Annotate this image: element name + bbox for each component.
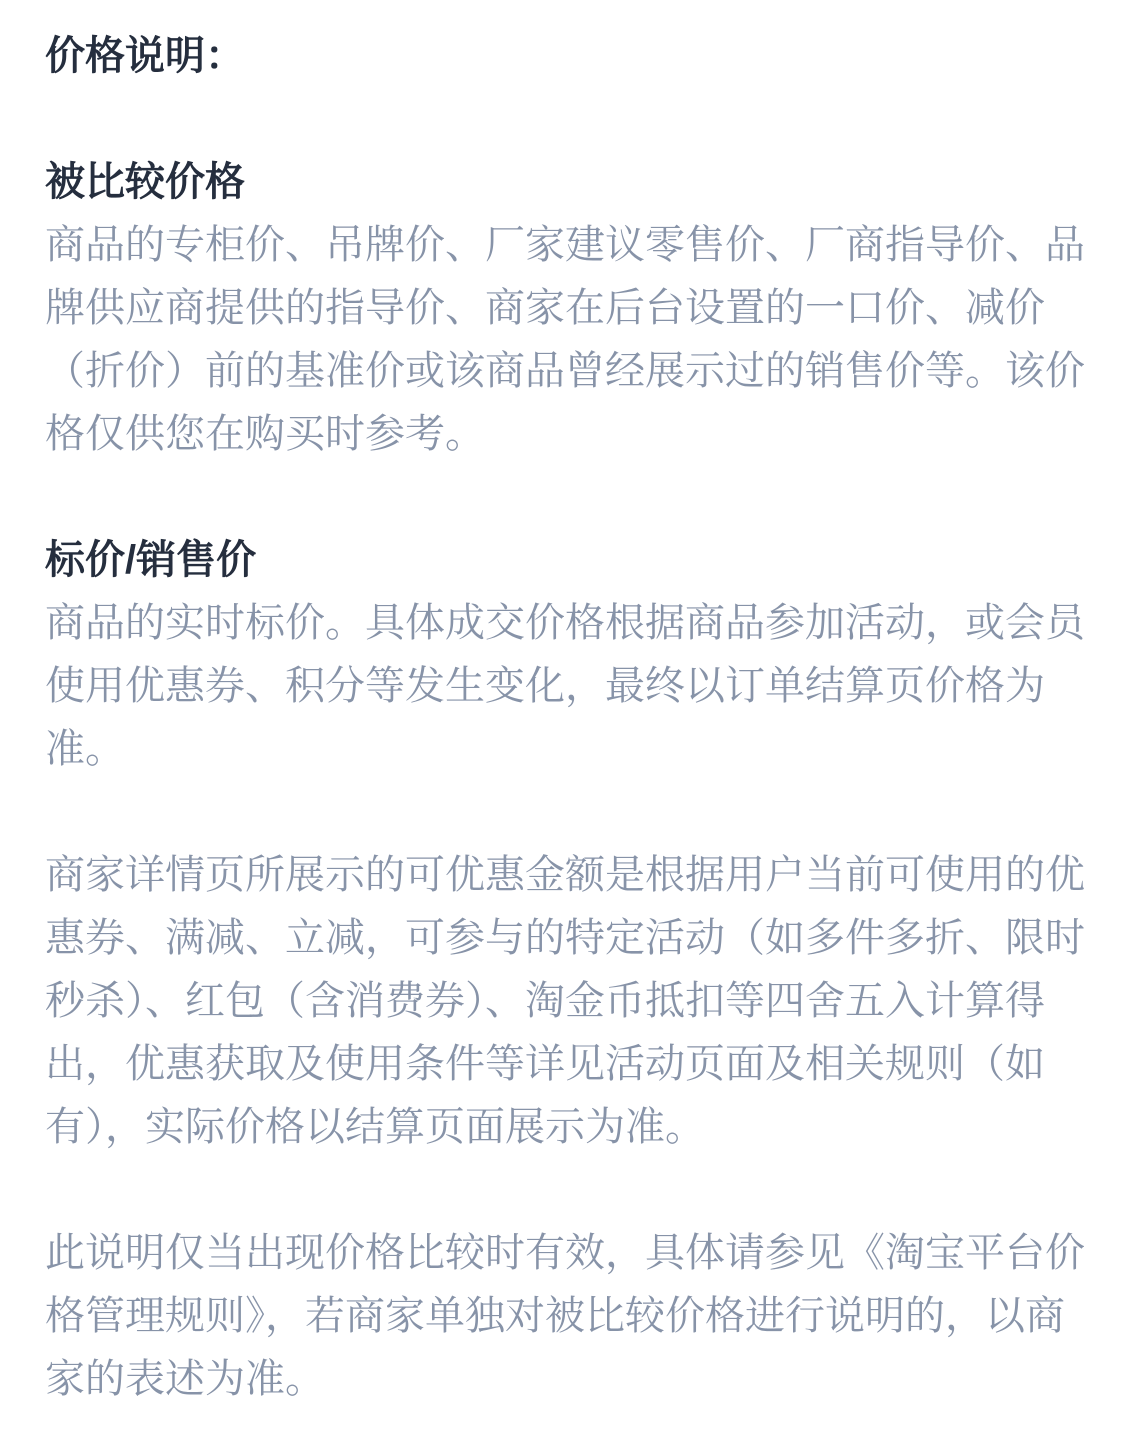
blank-line [45, 466, 1085, 529]
compared-price-heading: 被比较价格 [45, 160, 245, 204]
section-compared-price [45, 151, 1085, 466]
section-validity-note [45, 1222, 1085, 1411]
blank-line [45, 1159, 1085, 1222]
discount-calculation-body: 商家详情页所展示的可优惠金额是根据用户当前可使用的优惠券、满减、立减，可参与的特定活动（如多件多折、限时秒杀）、红包（含消费券）、淘金币抵扣等四舍五入计算得出，优惠获取及使用条件等详见活动页面及相关规则（如有），实际价格以结算页面展示为准。 [45, 853, 1085, 1149]
blank-line [45, 781, 1085, 844]
validity-note-body: 此说明仅当出现价格比较时有效，具体请参见《淘宝平台价格管理规则》，若商家单独对被比较价格进行说明的，以商家的表述为准。 [45, 1231, 1085, 1401]
compared-price-body: 商品的专柜价、吊牌价、厂家建议零售价、厂商指导价、品牌供应商提供的指导价、商家在后台设置的一口价、减价（折价）前的基准价或该商品曾经展示过的销售价等。该价格仅供您在购买时参考。 [45, 223, 1085, 456]
page-title: 价格说明： [45, 34, 245, 78]
list-price-body: 商品的实时标价。具体成交价格根据商品参加活动，或会员使用优惠券、积分等发生变化，最终以订单结算页价格为准。 [45, 601, 1085, 771]
section-discount-calculation [45, 844, 1085, 1159]
list-price-heading: 标价/销售价 [45, 538, 257, 582]
section-list-price [45, 529, 1085, 781]
blank-line [45, 88, 1085, 151]
